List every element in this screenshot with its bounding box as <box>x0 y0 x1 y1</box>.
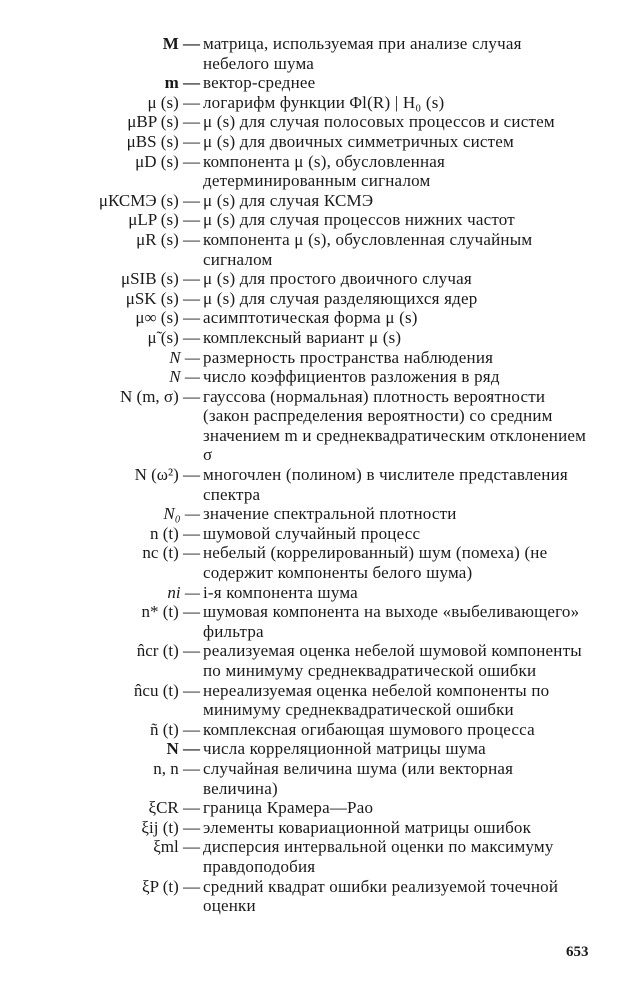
glossary-entry <box>0 367 631 387</box>
glossary-definition: компонента μ (s), обусловленная детерминированным сигналом <box>203 151 446 191</box>
glossary-entry <box>0 641 631 680</box>
glossary-entry <box>0 191 631 211</box>
glossary-entry <box>0 877 631 916</box>
glossary-symbol: N (m, σ) — <box>120 386 200 406</box>
glossary-definition: дисперсия интервальной оценки по максимуму правдоподобия <box>203 837 554 876</box>
glossary-entry <box>0 73 631 93</box>
glossary-entry <box>0 739 631 759</box>
glossary-symbol: n* (t) — <box>141 602 200 622</box>
glossary-definition: случайная величина шума (или векторная величина) <box>203 758 514 798</box>
glossary-definition: число коэффициентов разложения в ряд <box>203 367 500 387</box>
glossary-entry <box>0 269 631 289</box>
glossary-entry <box>0 602 631 641</box>
glossary-symbol: μ∞ (s) — <box>135 308 200 328</box>
glossary-symbol: m — <box>164 73 200 93</box>
glossary-entry <box>0 818 631 838</box>
glossary-entry <box>0 289 631 309</box>
glossary-symbol: μD (s) — <box>135 151 200 171</box>
glossary-definition: μ (s) для случая процессов нижних частот <box>203 210 515 230</box>
glossary-symbol: ξP (t) — <box>142 876 200 896</box>
glossary-entry <box>0 328 631 348</box>
glossary-symbol: ni — <box>167 582 200 602</box>
glossary-definition: μ (s) для случая разделяющихся ядер <box>203 288 478 308</box>
glossary-symbol: μLP (s) — <box>128 210 200 230</box>
glossary-definition: значение спектральной плотности <box>203 504 457 524</box>
glossary-symbol: n (t) — <box>149 523 200 543</box>
glossary-entry <box>0 759 631 798</box>
glossary-symbol: μSIB (s) — <box>120 269 200 289</box>
glossary-definition: числа корреляционной матрицы шума <box>203 739 486 759</box>
glossary-definition: μ (s) для случая полосовых процессов и систем <box>203 112 555 132</box>
glossary-symbol: ξml — <box>153 837 200 857</box>
glossary-definition: μ (s) для двоичных симметричных систем <box>203 131 515 151</box>
glossary-definition: гауссова (нормальная) плотность вероятности (закон распределения вероятности) со средним значением m и среднеквадратическим отклонением σ <box>203 386 587 465</box>
glossary-entry <box>0 583 631 603</box>
glossary-symbol: nc (t) — <box>142 543 200 563</box>
glossary-symbol: n, n — <box>153 758 200 778</box>
glossary-entry <box>0 348 631 368</box>
glossary-symbol: N — <box>169 347 200 367</box>
glossary-entry <box>0 34 631 73</box>
glossary-entry <box>0 152 631 191</box>
glossary-entry <box>0 543 631 582</box>
glossary-definition: логарифм функции Φl(R) | H₀ (s) <box>203 92 445 112</box>
glossary-list <box>0 34 631 916</box>
glossary-definition: μ (s) для случая КСМЭ <box>203 190 374 210</box>
glossary-definition: нереализуемая оценка небелой компоненты по минимуму среднеквадратической ошибки <box>203 680 550 720</box>
glossary-definition: шумовой случайный процесс <box>203 523 421 543</box>
glossary-symbol: μR (s) — <box>136 229 200 249</box>
glossary-definition: шумовая компонента на выходе «выбеливающего» фильтра <box>203 602 580 641</box>
glossary-symbol: μSK (s) — <box>125 288 200 308</box>
glossary-definition: μ (s) для простого двоичного случая <box>203 269 472 289</box>
glossary-symbol: N (ω²) — <box>134 465 200 485</box>
glossary-definition: небелый (коррелированный) шум (помеха) (не содержит компоненты белого шума) <box>203 543 548 583</box>
glossary-definition: вектор-среднее <box>203 73 316 93</box>
glossary-symbol: M — <box>162 34 200 53</box>
glossary-definition: комплексная огибающая шумового процесса <box>203 719 535 739</box>
glossary-symbol: N — <box>169 367 200 387</box>
glossary-entry <box>0 504 631 524</box>
glossary-symbol: μBS (s) — <box>126 131 200 151</box>
glossary-symbol: μ̃ (s) — <box>147 327 200 347</box>
glossary-entry <box>0 387 631 465</box>
glossary-entry <box>0 93 631 113</box>
glossary-definition: компонента μ (s), обусловленная случайным сигналом <box>203 229 533 269</box>
glossary-definition: i-я компонента шума <box>203 582 358 602</box>
glossary-definition: реализуемая оценка небелой шумовой компоненты по минимуму среднеквадратической ошибки <box>203 641 582 680</box>
glossary-symbol: ξCR — <box>148 798 200 818</box>
glossary-symbol: μBP (s) — <box>127 112 200 132</box>
glossary-entry <box>0 798 631 818</box>
glossary-symbol: n̂cr (t) — <box>136 641 200 661</box>
glossary-entry <box>0 837 631 876</box>
glossary-symbol: N — <box>166 739 200 759</box>
glossary-symbol: ñ (t) — <box>149 719 200 739</box>
glossary-entry <box>0 112 631 132</box>
glossary-symbol: n̂cu (t) — <box>133 680 200 700</box>
glossary-entry <box>0 465 631 504</box>
glossary-symbol: μКСМЭ (s) — <box>98 190 200 210</box>
glossary-definition: граница Крамера—Рао <box>203 798 374 818</box>
glossary-entry <box>0 132 631 152</box>
glossary-entry <box>0 210 631 230</box>
glossary-entry <box>0 720 631 740</box>
glossary-definition: многочлен (полином) в числителе представления спектра <box>203 465 568 504</box>
glossary-entry <box>0 524 631 544</box>
glossary-definition: матрица, используемая при анализе случая небелого шума <box>203 34 522 73</box>
glossary-symbol: ξij (t) — <box>141 817 200 837</box>
glossary-symbol: N₀ — <box>163 504 200 524</box>
glossary-definition: асимптотическая форма μ (s) <box>203 308 418 328</box>
page-number: 653 <box>566 944 589 960</box>
glossary-definition: средний квадрат ошибки реализуемой точечной оценки <box>203 876 559 916</box>
glossary-entry <box>0 308 631 328</box>
glossary-definition: размерность пространства наблюдения <box>203 347 494 367</box>
glossary-definition: элементы ковариационной матрицы ошибок <box>203 817 532 837</box>
glossary-entry <box>0 681 631 720</box>
glossary-definition: комплексный вариант μ (s) <box>203 327 402 347</box>
glossary-symbol: μ (s) — <box>147 92 200 112</box>
glossary-entry <box>0 230 631 269</box>
